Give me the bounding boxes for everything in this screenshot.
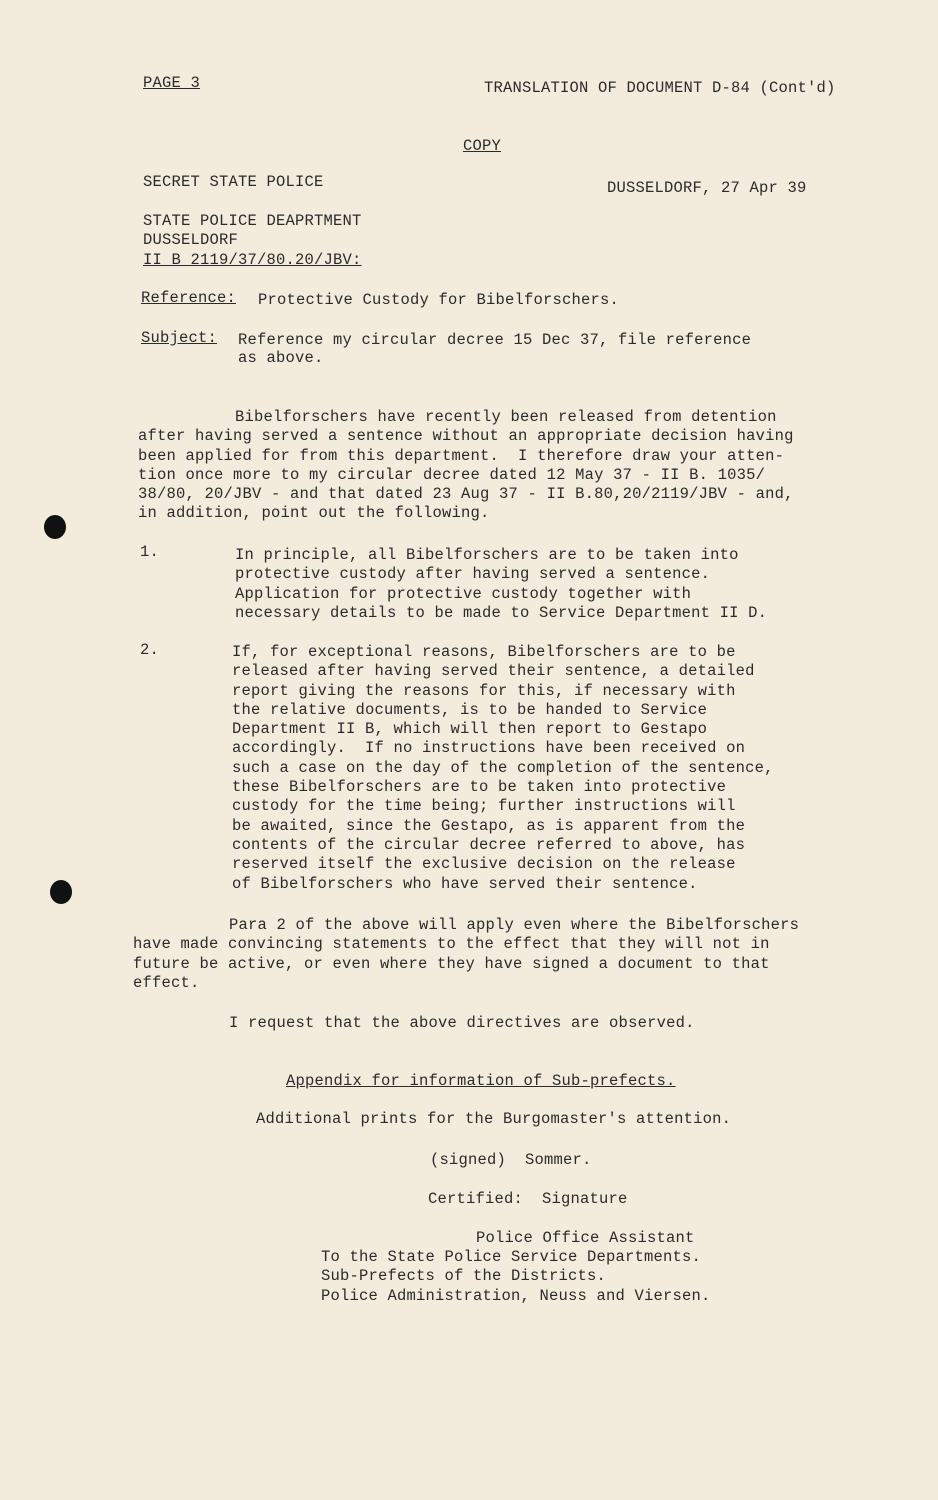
sender-org: SECRET STATE POLICE <box>143 173 324 191</box>
item-line: be awaited, since the Gestapo, as is apparent from the <box>232 816 746 835</box>
distribution-line: Sub-Prefects of the Districts. <box>321 1267 607 1286</box>
certified-line: Certified: Signature <box>428 1190 628 1208</box>
item-line: report giving the reasons for this, if necessary with <box>232 681 736 700</box>
subject-line-2: as above. <box>238 349 324 367</box>
request-line: I request that the above directives are observed. <box>229 1014 695 1032</box>
subject-label: Subject: <box>141 329 218 347</box>
item-1-number: 1. <box>140 543 160 561</box>
distribution-list <box>321 1248 711 1306</box>
copy-label: COPY <box>463 137 502 155</box>
page-label: PAGE 3 <box>143 74 201 92</box>
item-1-text <box>235 546 767 623</box>
distribution-line: Police Administration, Neuss and Viersen. <box>321 1286 711 1305</box>
intro-line: 38/80, 20/JBV - and that dated 23 Aug 37 - II B.80,20/2119/JBV - and, <box>138 485 794 504</box>
intro-line: been applied for from this department. I therefore draw your atten- <box>138 446 785 465</box>
item-line: If, for exceptional reasons, Bibelforschers are to be <box>232 643 736 661</box>
item-2-text <box>232 643 774 894</box>
punch-hole-top <box>44 515 66 539</box>
item-line: protective custody after having served a sentence. <box>235 565 711 584</box>
department-line-1: STATE POLICE DEAPRTMENT <box>143 212 362 230</box>
reference-text: Protective Custody for Bibelforschers. <box>258 291 620 309</box>
item-line: accordingly. If no instructions have been received on <box>232 739 746 758</box>
item-line: custody for the time being; further instructions will <box>232 797 736 816</box>
reference-label: Reference: <box>141 289 237 307</box>
item-line: necessary details to be made to Service Department II D. <box>235 603 768 622</box>
distribution-line: To the State Police Service Departments. <box>321 1248 702 1266</box>
para2-paragraph <box>133 916 799 993</box>
intro-line: after having served a sentence without an appropriate decision having <box>138 427 794 446</box>
intro-line: in addition, point out the following. <box>138 504 490 523</box>
para2-line: future be active, or even where they have signed a document to that <box>133 954 770 973</box>
item-line: such a case on the day of the completion of the sentence, <box>232 758 774 777</box>
intro-line: Bibelforschers have recently been released from detention <box>235 408 777 426</box>
intro-line: tion once more to my circular decree dated 12 May 37 - II B. 1035/ <box>138 465 766 484</box>
item-line: reserved itself the exclusive decision on the release <box>232 855 736 874</box>
item-line: Application for protective custody together with <box>235 584 692 603</box>
item-line: released after having served their sentence, a detailed <box>232 662 755 681</box>
item-line: In principle, all Bibelforschers are to be taken into <box>235 546 739 564</box>
intro-paragraph <box>138 408 794 524</box>
item-line: Department II B, which will then report to Gestapo <box>232 720 708 739</box>
para2-line: have made convincing statements to the effect that they will not in <box>133 935 770 954</box>
item-line: of Bibelforschers who have served their sentence. <box>232 874 698 893</box>
item-2-number: 2. <box>140 641 160 659</box>
file-reference: II B 2119/37/80.20/JBV: <box>143 251 362 269</box>
para2-line: Para 2 of the above will apply even where the Bibelforschers <box>229 916 800 934</box>
additional-prints-line: Additional prints for the Burgomaster's attention. <box>256 1110 732 1128</box>
item-line: these Bibelforschers are to be taken into protective <box>232 778 727 797</box>
place-date: DUSSELDORF, 27 Apr 39 <box>607 179 807 197</box>
signed-line: (signed) Sommer. <box>430 1151 592 1169</box>
subject-line-1: Reference my circular decree 15 Dec 37, file reference <box>238 331 752 349</box>
punch-hole-bottom <box>50 880 72 904</box>
appendix-line: Appendix for information of Sub-prefects. <box>286 1072 676 1090</box>
department-line-2: DUSSELDORF <box>143 231 239 249</box>
assistant-line: Police Office Assistant <box>476 1229 695 1247</box>
item-line: contents of the circular decree referred to above, has <box>232 835 746 854</box>
item-line: the relative documents, is to be handed to Service <box>232 700 708 719</box>
translation-title: TRANSLATION OF DOCUMENT D-84 (Cont'd) <box>484 79 836 97</box>
para2-line: effect. <box>133 973 200 992</box>
